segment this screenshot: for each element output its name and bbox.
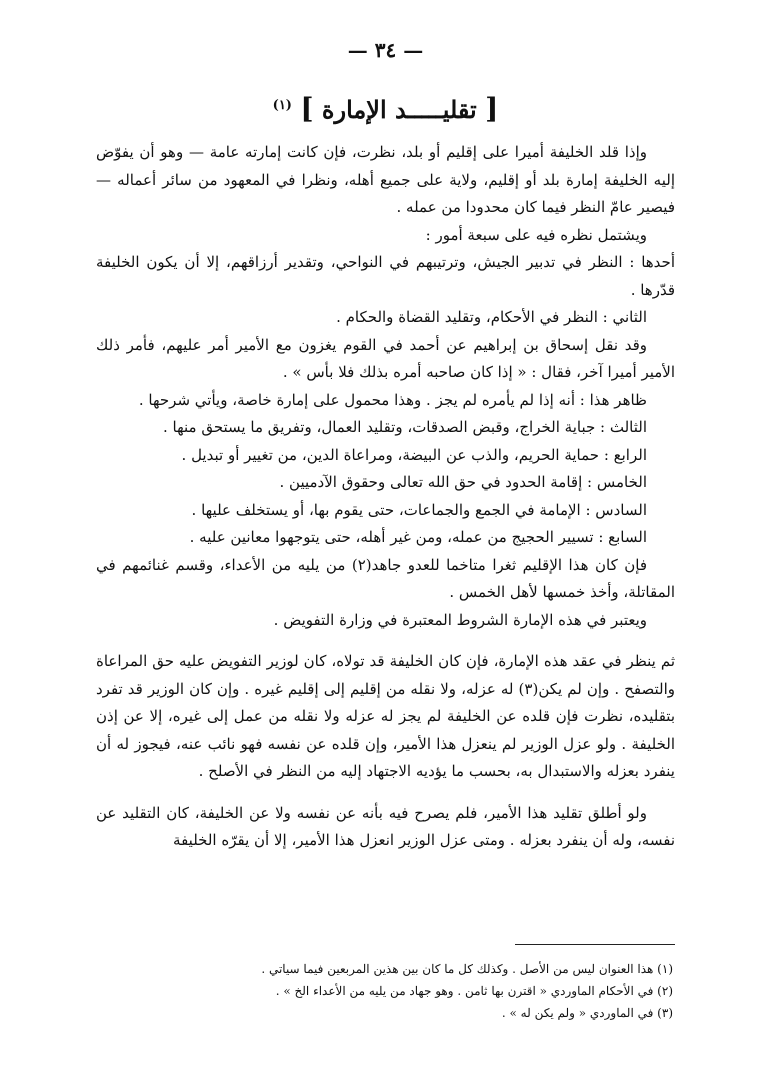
paragraph: السادس : الإمامة في الجمع والجماعات، حتى يقوم بها، أو يستخلف عليها . bbox=[191, 500, 647, 519]
title-open-bracket: [ bbox=[485, 92, 499, 125]
paragraph: ثم ينظر في عقد هذه الإمارة، فإن كان الخليفة قد تولاه، كان لوزير التفويض عليه حق المراعاة والتصفح . وإن لم يكن(٣) له عزله، ولا نقله من إقليم إلى إقليم غيره . وإن كان الوزير قد تفرد بتقليده، نظرت فإن قلده عن الخليفة لم يجز له عزله ولا نقله من عمل إلى غيره، إلا عن إذن الخليفة . ولو عزل الوزير لم ينعزل هذا الأمير، وإن قلده عن نفسه فهو نائب عنه، فيجوز له أن ينفرد بعزله والاستبدال به، بحسب ما يؤديه الاجتهاد إليه من النظر في الأصلح . bbox=[96, 652, 675, 780]
title-footnote-ref: (١) bbox=[272, 98, 292, 113]
paragraph: الثالث : جباية الخراج، وقبض الصدقات، وتقليد العمال، وتفريق ما يستحق منها . bbox=[162, 418, 647, 436]
paragraph: الرابع : حماية الحريم، والذب عن البيضة، ومراعاة الدين، من تغيير أو تبديل . bbox=[181, 445, 647, 464]
footnotes bbox=[96, 958, 673, 1024]
body-text bbox=[96, 139, 675, 855]
paragraph: وإذا قلد الخليفة أميرا على إقليم أو بلد، نظرت، فإن كانت إمارته عامة — وهو أن يفوّض إليه الخليفة إمارة بلد أو إقليم، ولاية على جميع أهله، ونظرا في المعهود من سائر أعماله — فيصير عامّ النظر فيما كان محدودا من عمله . bbox=[96, 143, 675, 216]
footnote-divider bbox=[515, 944, 675, 945]
footnote: (٢) في الأحكام الماوردي « اقترن بها ثامن . وهو جهاد من يليه من الأعداء الخ » . bbox=[275, 984, 673, 998]
paragraph: ولو أطلق تقليد هذا الأمير، فلم يصرح فيه بأنه عن نفسه ولا عن الخليفة، كان التقليد عن نفسه، وله أن ينفرد بعزله . ومتى عزل الوزير انعزل هذا الأمير، إلا أن يقرّه الخليفة bbox=[96, 803, 675, 849]
paragraph: ظاهر هذا : أنه إذا لم يأمره لم يجز . وهذا محمول على إمارة خاصة، ويأتي شرحها . bbox=[138, 390, 647, 409]
paragraph: فإن كان هذا الإقليم ثغرا متاخما للعدو جاهد(٢) من يليه من الأعداء، وقسم غنائمهم في المقاتلة، وأخذ خمسها لأهل الخمس . bbox=[96, 555, 675, 601]
paragraph: الخامس : إقامة الحدود في حق الله تعالى وحقوق الآدميين . bbox=[279, 473, 647, 491]
page-number: — ٣٤ — bbox=[347, 38, 424, 62]
footnote: (٣) في الماوردي « ولم يكن له » . bbox=[501, 1006, 673, 1020]
paragraph: أحدها : النظر في تدبير الجيش، وترتيبهم في النواحي، وتقدير أرزاقهم، إلا أن يكون الخليفة قدّرها . bbox=[96, 253, 676, 299]
paragraph: ويشتمل نظره فيه على سبعة أمور : bbox=[425, 225, 647, 244]
paragraph: وقد نقل إسحاق بن إبراهيم عن أحمد في القوم يغزون مع الأمير أمر عليهم، فأمر ذلك الأمير أميرا آخر، فقال : « إذا كان صاحبه أمره بذلك فلا بأس » . bbox=[96, 335, 675, 381]
title-text: تقليـــــد الإمارة bbox=[321, 95, 477, 124]
paragraph: الثاني : النظر في الأحكام، وتقليد القضاة والحكام . bbox=[336, 308, 647, 326]
paragraph: السابع : تسيير الحجيج من عمله، ومن غير أهله، حتى يتوجهوا معانين عليه . bbox=[189, 528, 647, 546]
paragraph: ويعتبر في هذه الإمارة الشروط المعتبرة في وزارة التفويض . bbox=[273, 610, 647, 629]
title-close-bracket: ] bbox=[300, 92, 314, 125]
footnote: (١) هذا العنوان ليس من الأصل . وكذلك كل ما كان بين هذين المربعين فيما سياتي . bbox=[261, 962, 673, 976]
section-title bbox=[96, 92, 675, 125]
